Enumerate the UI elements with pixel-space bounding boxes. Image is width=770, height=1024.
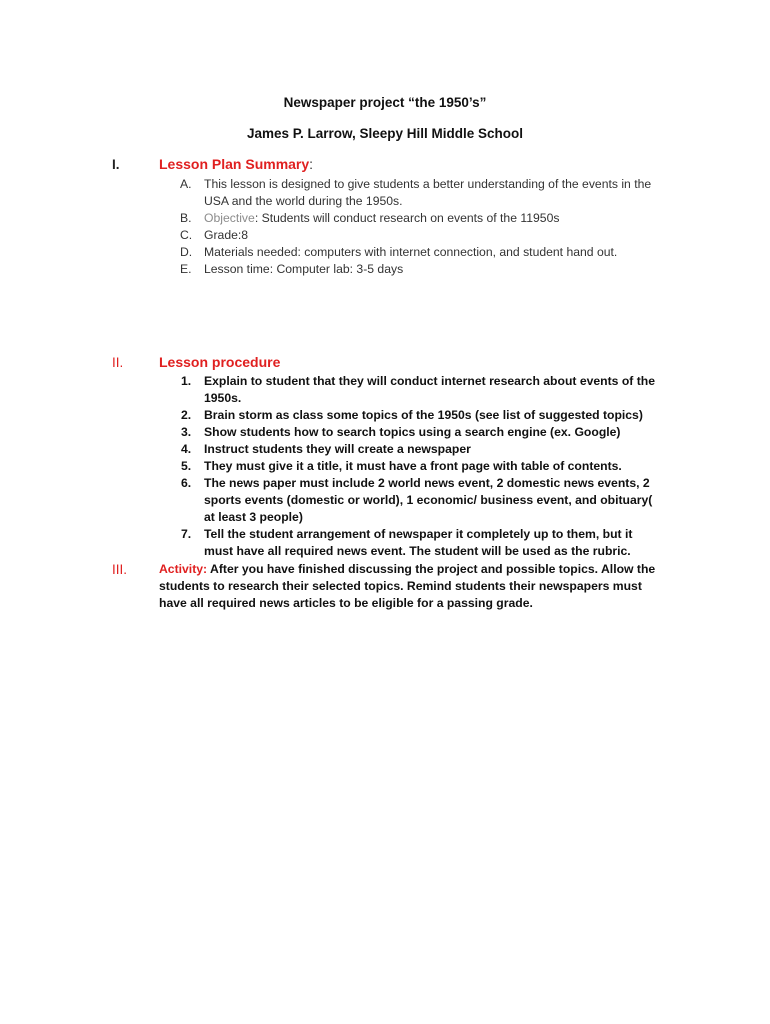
procedure-text: Instruct students they will create a newspaper: [204, 442, 471, 456]
summary-list: [175, 176, 695, 278]
procedure-item: [175, 424, 685, 441]
procedure-text: Tell the student arrangement of newspaper it completely up to them, but it: [204, 527, 633, 541]
summary-text: Lesson time: Computer lab: 3-5 days: [204, 262, 404, 276]
summary-item-d: [175, 244, 695, 261]
summary-text: Grade:8: [204, 228, 249, 242]
objective-label: Objective: [204, 211, 255, 225]
summary-marker: E.: [180, 262, 192, 276]
activity-label: Activity:: [159, 562, 208, 576]
summary-item-b: [175, 210, 695, 227]
summary-marker: B.: [180, 211, 192, 225]
activity-text: After you have finished discussing the project and possible topics. Allow the: [207, 562, 656, 576]
section-2-numeral: II.: [112, 355, 124, 370]
summary-item-a: [175, 176, 695, 210]
summary-text: USA and the world during the 1950s.: [204, 194, 403, 208]
procedure-item: [175, 407, 685, 424]
procedure-text: 1950s.: [204, 391, 242, 405]
procedure-text: at least 3 people): [204, 510, 303, 524]
section-1-heading-text: Lesson Plan Summary: [159, 156, 310, 172]
author-line: James P. Larrow, Sleepy Hill Middle School: [246, 126, 524, 141]
procedure-marker: 1.: [181, 374, 192, 388]
procedure-item: [175, 373, 685, 407]
procedure-marker: 3.: [181, 425, 192, 439]
section-1-heading-colon: :: [309, 156, 314, 172]
section-3-numeral: III.: [112, 562, 128, 577]
procedure-text: Explain to student that they will conduct internet research about events of the: [204, 374, 656, 388]
summary-marker: A.: [180, 177, 192, 191]
procedure-item: [175, 526, 685, 560]
document-title: Newspaper project “the 1950’s”: [283, 95, 487, 110]
section-1-numeral: I.: [112, 157, 120, 172]
procedure-text: Show students how to search topics using a search engine (ex. Google): [204, 425, 621, 439]
procedure-marker: 6.: [181, 476, 192, 490]
summary-marker: D.: [180, 245, 193, 259]
summary-item-e: [175, 261, 695, 278]
section-2-heading: Lesson procedure: [159, 354, 281, 370]
procedure-text: They must give it a title, it must have a front page with table of contents.: [204, 459, 622, 473]
procedure-item: [175, 441, 685, 458]
activity-line: students to research their selected topics. Remind students their newspapers must: [159, 579, 642, 593]
section-1-heading: [159, 156, 313, 172]
summary-text: This lesson is designed to give students a better understanding of the events in the: [204, 177, 652, 191]
procedure-item: [175, 475, 685, 526]
procedure-text: The news paper must include 2 world news event, 2 domestic news events, 2: [204, 476, 650, 490]
activity-paragraph: [159, 561, 689, 612]
procedure-marker: 5.: [181, 459, 192, 473]
summary-marker: C.: [180, 228, 193, 242]
summary-text: Materials needed: computers with internet connection, and student hand out.: [204, 245, 618, 259]
summary-item-c: [175, 227, 695, 244]
activity-line: [159, 561, 689, 578]
activity-line: have all required news articles to be eligible for a passing grade.: [159, 596, 533, 610]
procedure-text: Brain storm as class some topics of the 1950s (see list of suggested topics): [204, 408, 643, 422]
procedure-text: must have all required news event. The student will be used as the rubric.: [204, 544, 631, 558]
procedure-marker: 4.: [181, 442, 192, 456]
summary-text: : Students will conduct research on events of the 11950s: [254, 211, 560, 225]
procedure-list: [175, 373, 685, 560]
procedure-marker: 2.: [181, 408, 192, 422]
procedure-item: [175, 458, 685, 475]
procedure-text: sports events (domestic or world), 1 economic/ business event, and obituary(: [204, 493, 653, 507]
procedure-marker: 7.: [181, 527, 192, 541]
